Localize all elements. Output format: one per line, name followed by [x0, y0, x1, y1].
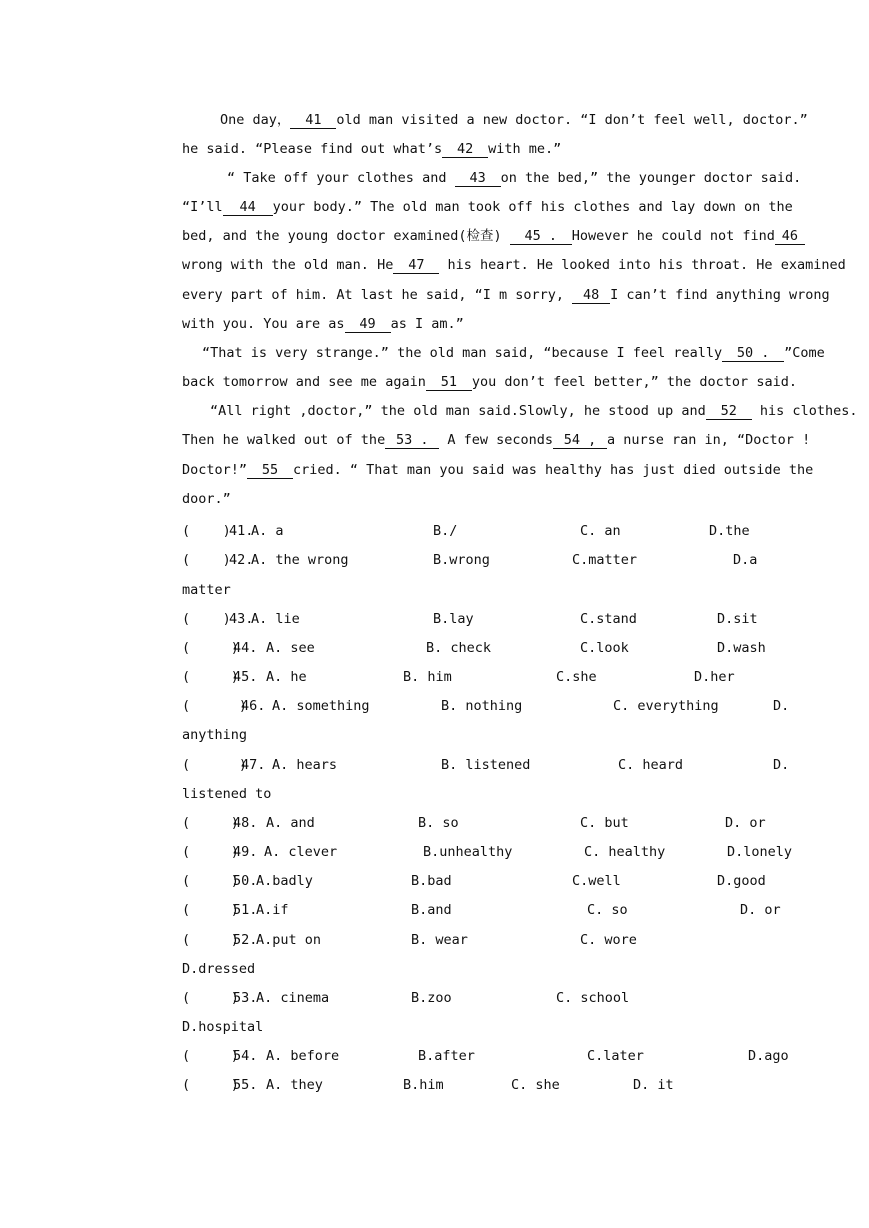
option-c: C. everything [613, 698, 719, 714]
option-continuation: matter [182, 582, 231, 598]
question-number: 48. [233, 815, 258, 831]
passage-line: “All right ,doctor,” the old man said.Slowly, he stood up and 52 his clothes. [210, 403, 858, 419]
option-d: D. it [633, 1077, 674, 1093]
question-number: 47. [241, 757, 266, 773]
blank-45: 45 . [510, 229, 572, 245]
option-c: C.matter [572, 552, 638, 568]
blank-55: 55 [247, 463, 293, 479]
answer-paren[interactable]: ( ) [182, 902, 239, 918]
option-b: B.him [403, 1077, 444, 1093]
option-b: B.unhealthy [423, 844, 513, 860]
option-a: A. clever [264, 844, 338, 860]
blank-42: 42 [442, 142, 488, 158]
option-c: C. so [587, 902, 628, 918]
option-a: A. lie [251, 611, 300, 627]
blank-46: 46 [775, 229, 805, 245]
option-d: D. or [725, 815, 766, 831]
option-b: B. check [426, 640, 492, 656]
question-number: 43. [229, 611, 254, 627]
passage-line: door.” [182, 491, 231, 507]
option-b: B./ [433, 523, 458, 539]
option-b: B. him [403, 669, 452, 685]
question-number: 51. [233, 902, 258, 918]
option-a: A. he [266, 669, 307, 685]
option-a: A.put on [256, 932, 322, 948]
option-d: D.the [709, 523, 750, 539]
option-a: A. see [266, 640, 315, 656]
option-c: C. an [580, 523, 621, 539]
option-b: B.wrong [433, 552, 490, 568]
passage-line: “ Take off your clothes and 43 on the bed,” the younger doctor said. [227, 170, 802, 186]
answer-paren[interactable]: ( ) [182, 552, 231, 568]
option-d: D. [773, 698, 790, 714]
option-d: D.sit [717, 611, 758, 627]
option-a: A. hears [272, 757, 338, 773]
answer-paren[interactable]: ( ) [182, 844, 239, 860]
blank-47: 47 [393, 258, 439, 274]
option-d: D.dressed [182, 961, 256, 977]
answer-paren[interactable]: ( ) [182, 523, 231, 539]
option-d: D.lonely [727, 844, 793, 860]
option-b: B. wear [411, 932, 468, 948]
option-a: A.if [256, 902, 289, 918]
answer-paren[interactable]: ( ) [182, 815, 239, 831]
answer-paren[interactable]: ( ) [182, 932, 239, 948]
answer-paren[interactable]: ( ) [182, 698, 248, 714]
passage-line: “That is very strange.” the old man said, “because I feel really 50 . ”Come [202, 345, 825, 361]
option-d: D. or [740, 902, 781, 918]
question-number: 55. [233, 1077, 258, 1093]
option-c: C. wore [580, 932, 637, 948]
option-b: B. so [418, 815, 459, 831]
question-number: 52. [233, 932, 258, 948]
answer-paren[interactable]: ( ) [182, 1048, 239, 1064]
passage-line: he said. “Please find out what’s 42 with me.” [182, 141, 562, 157]
option-b: B.after [418, 1048, 475, 1064]
question-number: 54. [233, 1048, 258, 1064]
question-number: 45. [233, 669, 258, 685]
passage-line: “I’ll 44 your body.” The old man took off his clothes and lay down on the [182, 199, 793, 215]
option-c: C.later [587, 1048, 644, 1064]
option-a: A.badly [256, 873, 313, 889]
option-d: D. [773, 757, 790, 773]
blank-50: 50 . [722, 346, 784, 362]
option-continuation: anything [182, 727, 248, 743]
option-a: A. cinema [256, 990, 330, 1006]
blank-53: 53 . [385, 433, 439, 449]
option-continuation: listened to [182, 786, 272, 802]
blank-43: 43 [455, 171, 501, 187]
option-c: C.she [556, 669, 597, 685]
passage-line: every part of him. At last he said, “I m sorry, 48 I can’t find anything wrong [182, 287, 830, 303]
question-number: 44. [233, 640, 258, 656]
option-a: A. and [266, 815, 315, 831]
option-d: D.good [717, 873, 766, 889]
option-b: B. nothing [441, 698, 523, 714]
option-b: B.bad [411, 873, 452, 889]
blank-48: 48 [572, 288, 610, 304]
question-number: 46. [241, 698, 266, 714]
option-c: C.look [580, 640, 629, 656]
answer-paren[interactable]: ( ) [182, 1077, 239, 1093]
option-d: D.wash [717, 640, 766, 656]
question-number: 53. [233, 990, 258, 1006]
blank-41: 41 [290, 113, 336, 129]
blank-44: 44 [223, 200, 273, 216]
option-c: C. she [511, 1077, 560, 1093]
option-d: D.a [733, 552, 758, 568]
passage-line: bed, and the young doctor examined(检查) 45 . However he could not find 46 [182, 227, 792, 245]
option-a: A. something [272, 698, 370, 714]
blank-51: 51 [426, 375, 472, 391]
passage-line: wrong with the old man. He 47 his heart. He looked into his throat. He examined [182, 257, 846, 273]
answer-paren[interactable]: ( ) [182, 990, 239, 1006]
question-number: 42. [229, 552, 254, 568]
question-number: 50. [233, 873, 258, 889]
option-c: C.well [572, 873, 621, 889]
option-a: A. they [266, 1077, 323, 1093]
blank-49: 49 [345, 317, 391, 333]
blank-54: 54 , [553, 433, 607, 449]
question-number: 49. [233, 844, 258, 860]
option-b: B.and [411, 902, 452, 918]
answer-paren[interactable]: ( ) [182, 611, 231, 627]
answer-paren[interactable]: ( ) [182, 873, 239, 889]
option-c: C. but [580, 815, 629, 831]
option-b: B. listened [441, 757, 531, 773]
passage-line: Then he walked out of the 53 . A few seconds 54 , a nurse ran in, “Doctor ! [182, 432, 811, 448]
answer-paren[interactable]: ( ) [182, 757, 248, 773]
answer-paren[interactable]: ( ) [182, 669, 239, 685]
passage-line: Doctor!” 55 cried. “ That man you said was healthy has just died outside the [182, 462, 814, 478]
option-d: D.ago [748, 1048, 789, 1064]
passage-line: One day， 41 old man visited a new doctor. “I don’t feel well, doctor.” [220, 112, 808, 128]
option-b: B.lay [433, 611, 474, 627]
answer-paren[interactable]: ( ) [182, 640, 239, 656]
option-a: A. before [266, 1048, 340, 1064]
option-c: C. school [556, 990, 630, 1006]
option-c: C. heard [618, 757, 684, 773]
question-number: 41. [229, 523, 254, 539]
option-d: D.hospital [182, 1019, 264, 1035]
option-a: A. the wrong [251, 552, 349, 568]
blank-52: 52 [706, 404, 752, 420]
option-c: C.stand [580, 611, 637, 627]
passage-line: back tomorrow and see me again 51 you don’t feel better,” the doctor said. [182, 374, 797, 390]
passage-line: with you. You are as 49 as I am.” [182, 316, 464, 332]
option-d: D.her [694, 669, 735, 685]
option-b: B.zoo [411, 990, 452, 1006]
option-c: C. healthy [584, 844, 666, 860]
option-a: A. a [251, 523, 284, 539]
